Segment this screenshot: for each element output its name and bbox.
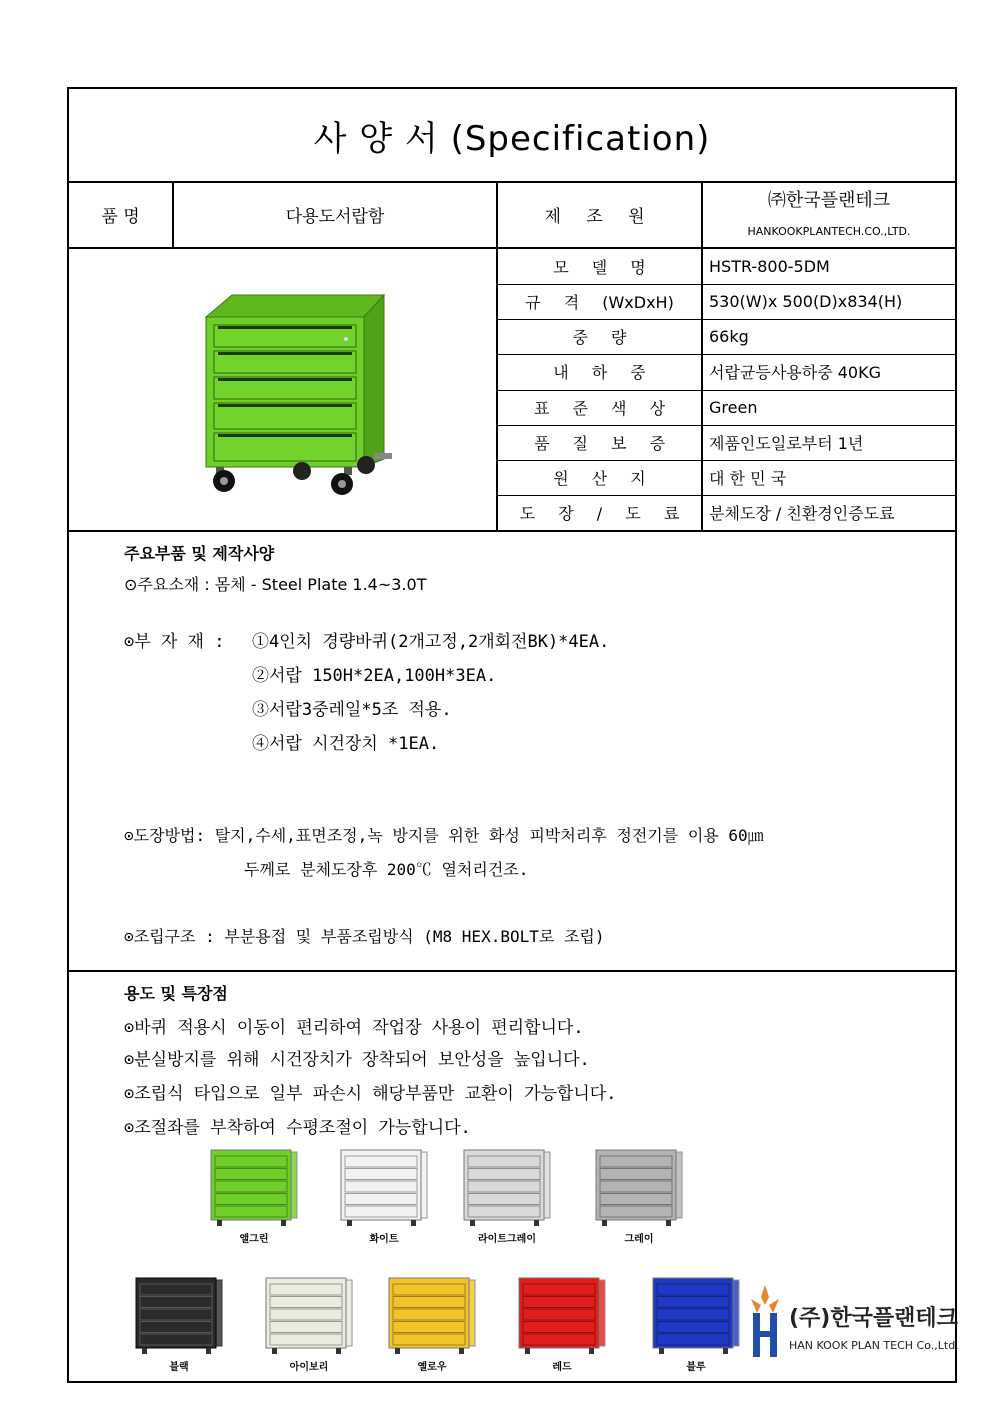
product-image	[194, 289, 414, 504]
company-logo	[745, 1283, 959, 1373]
color-variant-label: 아이보리	[289, 1362, 329, 1373]
sub-item: ①4인치 경량바퀴(2개고정,2개회전BK)*4EA.	[252, 632, 610, 652]
logo-mark-icon	[745, 1283, 785, 1363]
color-variant-label: 그레이	[624, 1234, 654, 1245]
spec-label: 표 준 색 상	[533, 398, 666, 418]
product-name: 다용도서랍함	[285, 206, 385, 227]
spec-value: 서랍균등사용하중 40KG	[709, 363, 881, 383]
color-variant	[517, 1275, 607, 1373]
paint-method: ⊙도장방법: 탈지,수세,표면조정,녹 방지를 위한 화성 피박처리후 정전기를 이용 60㎛	[124, 826, 764, 845]
spec-value: 530(W)x 500(D)x834(H)	[709, 292, 903, 312]
color-variant-label: 옐로우	[417, 1362, 447, 1373]
product-label: 품 명	[101, 206, 140, 227]
parts-heading: 주요부품 및 제작사양	[124, 544, 275, 563]
color-variant-label: 라이트그레이	[478, 1234, 536, 1245]
spec-label: 원 산 지	[553, 468, 646, 488]
features-heading: 용도 및 특장점	[124, 984, 228, 1003]
color-variant-label: 블루	[686, 1362, 706, 1373]
sub-material-label: ⊙부 자 재 :	[124, 632, 225, 652]
spec-label: 내 하 중	[553, 363, 646, 383]
logo-text-en: HAN KOOK PLAN TECH Co.,Ltd.	[789, 1339, 959, 1352]
color-variant	[651, 1275, 741, 1373]
color-variant-label: 블랙	[169, 1362, 189, 1373]
spec-value: 제품인도일로부터 1년	[709, 433, 864, 453]
color-variant	[594, 1147, 684, 1245]
color-variant-label: 화이트	[369, 1234, 399, 1245]
spec-value: HSTR-800-5DM	[709, 257, 830, 277]
spec-label: 중 량	[572, 328, 627, 348]
assembly-structure: ⊙조립구조 : 부분용접 및 부품조립방식 (M8 HEX.BOLT로 조립)	[124, 927, 605, 946]
paint-method-cont: 두께로 분체도장후 200℃ 열처리건조.	[244, 860, 529, 879]
spec-value: 분체도장 / 친환경인증도료	[709, 503, 895, 523]
maker-name-kr: ㈜한국플랜테크	[767, 190, 891, 211]
maker-label: 제 조 원	[544, 206, 655, 227]
color-variant-label: 앨그린	[239, 1234, 269, 1245]
color-variant	[387, 1275, 477, 1373]
maker-name-en: HANKOOKPLANTECH.CO.,LTD.	[747, 224, 911, 238]
spec-value: Green	[709, 397, 758, 417]
sub-item: ②서랍 150H*2EA,100H*3EA.	[252, 666, 497, 686]
feature-item: ⊙분실방지를 위해 시건장치가 장착되어 보안성을 높입니다.	[124, 1050, 590, 1070]
spec-label: 품 질 보 증	[533, 433, 666, 453]
page-title: 사 양 서 (Specification)	[69, 89, 955, 183]
spec-label: 모 델 명	[553, 258, 646, 278]
feature-item: ⊙바퀴 적용시 이동이 편리하여 작업장 사용이 편리합니다.	[124, 1018, 584, 1038]
spec-sheet	[67, 87, 957, 1383]
color-variant	[209, 1147, 299, 1245]
sub-item: ④서랍 시건장치 *1EA.	[252, 734, 440, 754]
spec-value: 66kg	[709, 327, 749, 347]
color-variant-label: 레드	[552, 1362, 572, 1373]
spec-label: 규 격 (WxDxH)	[525, 293, 674, 313]
color-variant	[339, 1147, 429, 1245]
feature-item: ⊙조립식 타입으로 일부 파손시 해당부품만 교환이 가능합니다.	[124, 1084, 617, 1104]
color-variant	[264, 1275, 354, 1373]
logo-text-kr: (주)한국플랜테크	[789, 1306, 958, 1331]
sub-item: ③서랍3중레일*5조 적용.	[252, 700, 452, 720]
color-variant	[462, 1147, 552, 1245]
color-variant	[134, 1275, 224, 1373]
spec-label: 도 장 / 도 료	[519, 503, 680, 523]
spec-value: 대 한 민 국	[709, 468, 787, 488]
main-material: ⊙주요소재 : 몸체 - Steel Plate 1.4~3.0T	[124, 575, 427, 594]
feature-item: ⊙조절좌를 부착하여 수평조절이 가능합니다.	[124, 1118, 471, 1138]
